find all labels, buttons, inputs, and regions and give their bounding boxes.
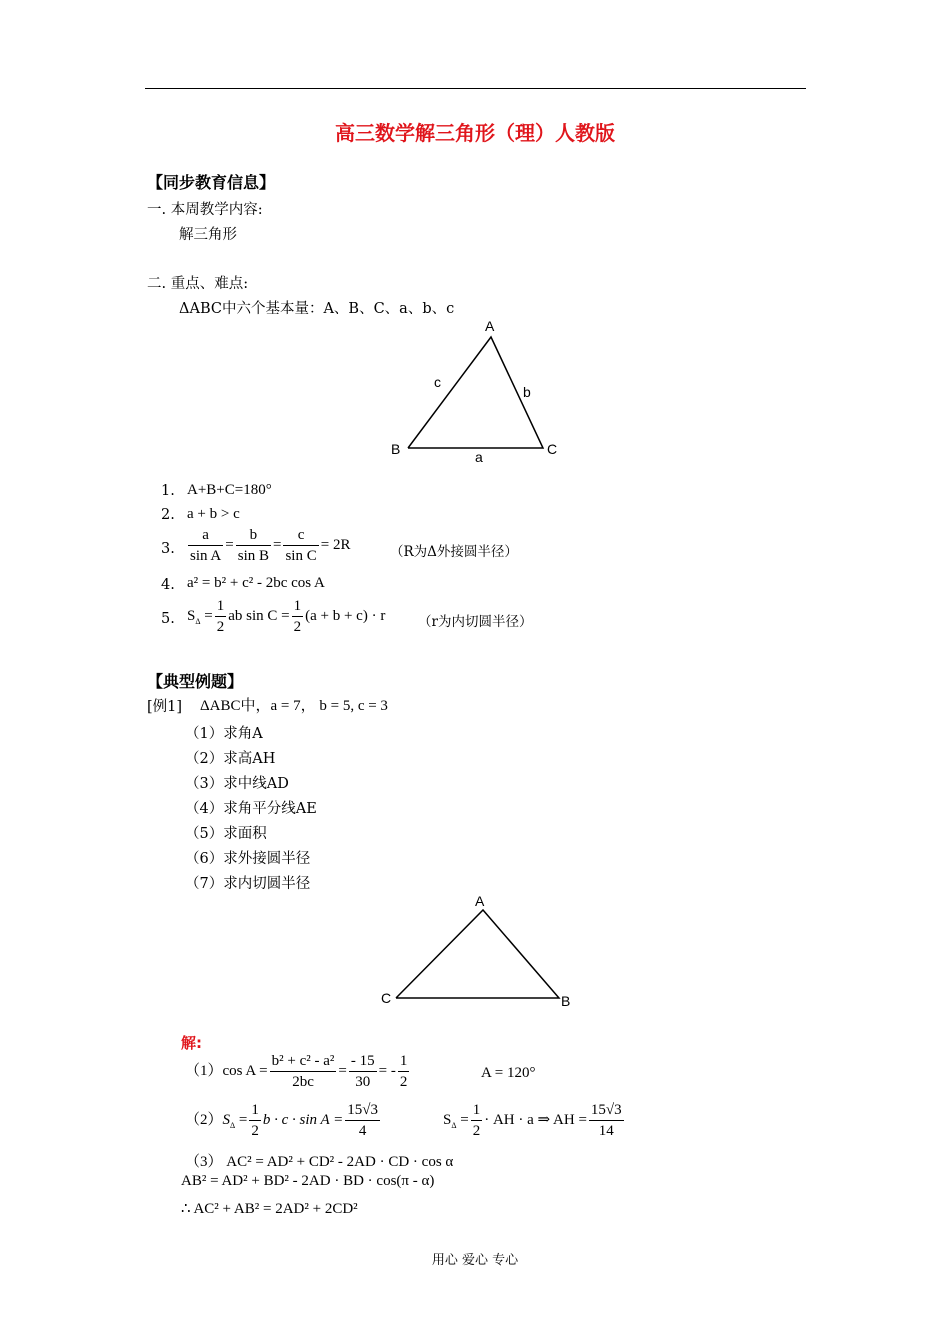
example-question-3: （3）求中线AD <box>185 776 289 792</box>
solution-line-2: $(2)S_\Delta$ = $\frac{1}{2}$ b · c · sin A = $\frac{15√3}{4}$ <box>185 1102 379 1139</box>
fact-5-note: （r为内切圆半径） <box>418 614 533 630</box>
fact-3-num: 3. <box>161 541 175 557</box>
example-question-6: （6）求外接圆半径 <box>185 851 311 867</box>
solution-line-4: AB² = AD² + BD² - 2AD · BD · cos(π - α) <box>181 1173 435 1189</box>
item-weekly-content: 一. 本周教学内容: <box>147 202 263 218</box>
tri1-label-B: B <box>391 441 401 457</box>
solution-label: 解: <box>181 1034 202 1052</box>
example-question-7: （7）求内切圆半径 <box>185 876 311 892</box>
fact-5-area: $S_\Delta$ = $\frac{1}{2}$ ab sin C = $\frac{1}{2}$ (a + b + c) · r <box>187 598 386 635</box>
example-question-5: （5）求面积 <box>185 826 267 842</box>
fact-4-law-of-cosines: a² = b² + c² - 2bc cos A <box>187 575 325 591</box>
fact-2: a + b > c <box>187 506 240 522</box>
tri1-label-c: c <box>434 374 441 390</box>
item-weekly-content-text: 解三角形 <box>179 227 237 243</box>
example-question-4: （4）求角平分线AE <box>185 801 317 817</box>
example-given: ΔABC中，a = 7， b = 5, c = 3 <box>200 698 388 714</box>
solution-angle-result: A = 120° <box>481 1065 536 1081</box>
tri2-label-B: B <box>561 993 571 1009</box>
tri1-label-C: C <box>547 441 558 457</box>
tri1-label-b: b <box>523 384 531 400</box>
triangle-diagram-example <box>375 888 585 1013</box>
page-title: 高三数学解三角形（理）人教版 <box>335 121 615 145</box>
item-key-points: 二. 重点、难点: <box>147 276 249 292</box>
tri2-label-C: C <box>381 990 392 1006</box>
triangle-diagram-basic <box>380 315 580 475</box>
page-footer: 用心 爱心 专心 <box>431 1253 519 1268</box>
example-question-2: （2）求高AH <box>185 751 276 767</box>
example-question-1: （1）求角A <box>185 726 263 742</box>
solution-line-3: （3） AC² = AD² + CD² - 2AD · CD · cos α <box>185 1154 454 1170</box>
fact-1-num: 1. <box>161 483 175 499</box>
section-heading-sync-info: 【同步教育信息】 <box>147 173 276 192</box>
solution-line-1: （1）cos A = $\frac{\text{b² + c² - a²}}{2bc}$ = $\frac{- 15}{30}$ = - $\frac{1}{2}$ <box>185 1053 408 1090</box>
solution-line-2b: $S_\Delta$ = $\frac{1}{2}$ · AH · a ⇒ AH = $\frac{15√3}{14}$ <box>443 1102 622 1139</box>
header-rule <box>145 88 806 89</box>
tri2-label-A: A <box>475 893 485 909</box>
fact-5-num: 5. <box>161 611 175 627</box>
tri1-label-a: a <box>475 449 483 465</box>
fact-1: A+B+C=180° <box>187 482 272 498</box>
fact-2-num: 2. <box>161 507 175 523</box>
item-key-points-text: ΔABC中六个基本量：A、B、C、a、b、c <box>179 301 455 317</box>
fact-3-note: （R为Δ外接圆半径） <box>390 544 518 560</box>
solution-line-5: ∴ AC² + AB² = 2AD² + 2CD² <box>181 1201 358 1217</box>
fact-3-law-of-sines: $\frac{a}{\text{sin A}}$ = $\frac{b}{\text{sin B}}$ = $\frac{c}{\text{sin C}}$ = 2R <box>190 527 351 564</box>
section-heading-examples: 【典型例题】 <box>147 672 244 691</box>
example-label: [例1] <box>147 699 183 715</box>
fact-4-num: 4. <box>161 577 175 593</box>
tri1-label-A: A <box>485 318 495 334</box>
